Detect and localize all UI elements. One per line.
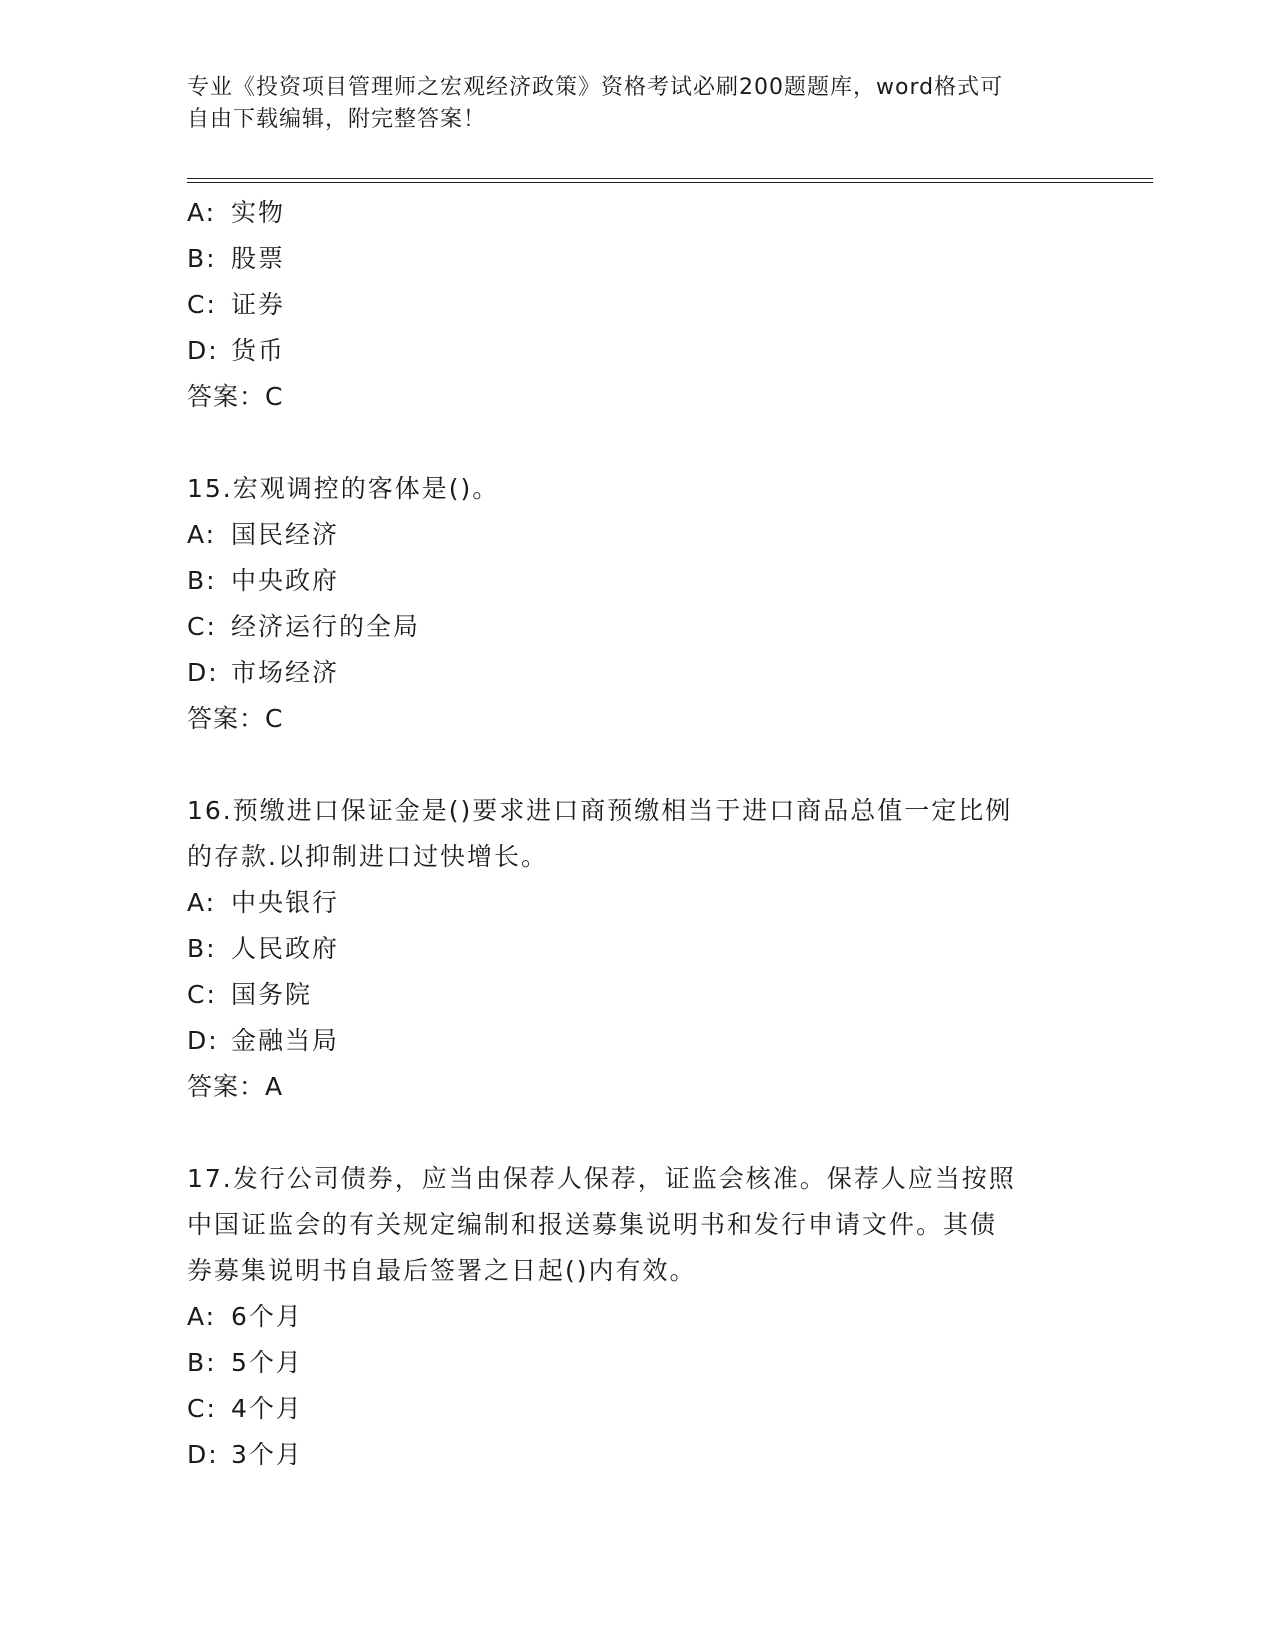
answer-line: 答案：C (187, 382, 285, 411)
spacer (187, 742, 1087, 788)
option-b: B: 中央政府 (187, 566, 340, 595)
option-b: B: 股票 (187, 244, 286, 273)
option-d: D: 市场经济 (187, 658, 340, 687)
option-b: B: 5个月 (187, 1348, 303, 1377)
question-15 (187, 466, 1087, 742)
answer-line: 答案：C (187, 704, 285, 733)
spacer (187, 1110, 1087, 1156)
answer-value: C (265, 704, 285, 733)
option-c: C: 4个月 (187, 1394, 303, 1423)
document-header (187, 72, 1087, 136)
option-a: A: 实物 (187, 198, 286, 227)
answer-line: 答案：A (187, 1072, 285, 1101)
question-stem-line-1: 17.发行公司债券，应当由保荐人保荐，证监会核准。保荐人应当按照 (187, 1164, 1016, 1193)
option-c: C: 经济运行的全局 (187, 612, 421, 641)
option-b: B: 人民政府 (187, 934, 340, 963)
question-14 (187, 190, 1087, 420)
question-stem: 15.宏观调控的客体是()。 (187, 474, 500, 503)
option-c: C: 证券 (187, 290, 286, 319)
question-17 (187, 1156, 1087, 1478)
header-line-2: 自由下载编辑，附完整答案！ (187, 107, 487, 132)
question-16 (187, 788, 1087, 1110)
question-stem-line-2: 的存款.以抑制进口过快增长。 (187, 842, 548, 871)
header-rule-bottom (187, 182, 1153, 183)
option-d: D: 金融当局 (187, 1026, 340, 1055)
question-stem-line-2: 中国证监会的有关规定编制和报送募集说明书和发行申请文件。其债 (187, 1210, 998, 1239)
option-a: A: 中央银行 (187, 888, 340, 917)
header-line-1: 专业《投资项目管理师之宏观经济政策》资格考试必刷200题题库，word格式可 (187, 75, 1004, 100)
answer-value: C (265, 382, 285, 411)
spacer (187, 420, 1087, 466)
question-stem-line-1: 16.预缴进口保证金是()要求进口商预缴相当于进口商品总值一定比例 (187, 796, 1013, 825)
option-a: A: 6个月 (187, 1302, 303, 1331)
option-d: D: 货币 (187, 336, 286, 365)
question-stem-line-3: 券募集说明书自最后签署之日起()内有效。 (187, 1256, 697, 1285)
question-list (187, 190, 1087, 1478)
option-c: C: 国务院 (187, 980, 313, 1009)
option-d: D: 3个月 (187, 1440, 303, 1469)
answer-value: A (265, 1072, 285, 1101)
header-rule-top (187, 178, 1153, 179)
option-a: A: 国民经济 (187, 520, 340, 549)
